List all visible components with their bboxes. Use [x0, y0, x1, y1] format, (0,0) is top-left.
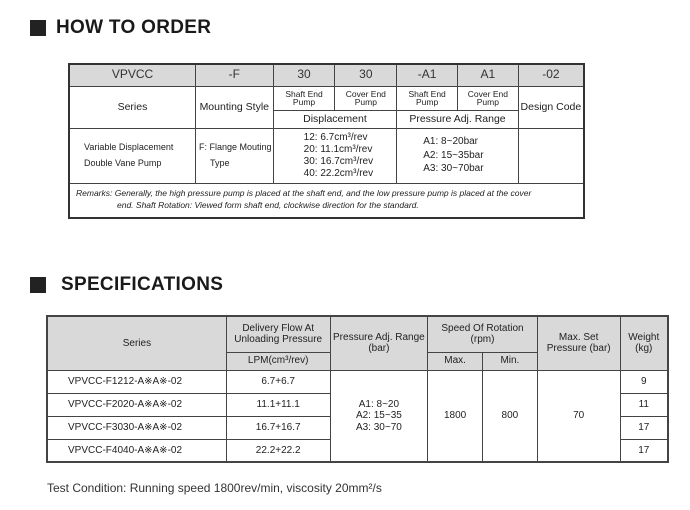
code-series: VPVCC	[69, 64, 195, 86]
pressure-option: A3: 30~70bar	[423, 163, 484, 175]
weight-cell: 11	[620, 393, 668, 416]
code-shaft-displacement: 30	[273, 64, 335, 86]
how-to-order-title: HOW TO ORDER	[56, 17, 212, 38]
label-pressure-adj-range: Pressure Adj. Range	[397, 110, 519, 128]
series-cell: VPVCC-F3030-A※A※-02	[47, 416, 226, 439]
pressure-range: A2: 15~35	[355, 410, 402, 421]
flow-cell: 11.1+11.1	[226, 393, 330, 416]
code-cover-pressure: A1	[458, 64, 519, 86]
order-code-row	[69, 64, 584, 86]
label-series: Series	[69, 86, 195, 128]
code-mounting: -F	[195, 64, 273, 86]
series-cell: VPVCC-F1212-A※A※-02	[47, 370, 226, 393]
order-options-row	[69, 128, 584, 183]
header-lpm: LPM(cm³/rev)	[226, 352, 330, 370]
spec-header-row	[47, 316, 668, 352]
label-displacement: Displacement	[273, 110, 397, 128]
pressure-range: A3: 30~70	[355, 421, 402, 433]
flow-cell: 16.7+16.7	[226, 416, 330, 439]
displacement-option: 30: 16.7cm³/rev	[303, 155, 374, 167]
order-remarks-row	[69, 183, 584, 218]
order-label-row	[69, 86, 584, 110]
how-to-order-heading	[30, 17, 211, 39]
remarks-line: end. Shaft Rotation: Viewed form shaft end, clockwise direction for the standard.	[117, 199, 419, 210]
label-design-code: Design Code	[518, 86, 584, 128]
flow-cell: 22.2+22.2	[226, 439, 330, 462]
label-shaft-end-pump-2: Shaft End Pump	[397, 86, 458, 110]
speed-max-cell: 1800	[428, 370, 483, 462]
code-cover-displacement: 30	[335, 64, 397, 86]
weight-cell: 17	[620, 416, 668, 439]
displacement-option: 12: 6.7cm³/rev	[303, 131, 368, 143]
code-shaft-pressure: -A1	[397, 64, 458, 86]
label-mounting-style: Mounting Style	[195, 86, 273, 128]
header-delivery-flow: Delivery Flow At Unloading Pressure	[226, 316, 330, 352]
weight-cell: 17	[620, 439, 668, 462]
header-speed: Speed Of Rotation (rpm)	[428, 316, 538, 352]
mounting-desc-line: Type	[209, 157, 230, 168]
header-speed-max: Max.	[428, 352, 483, 370]
weight-cell: 9	[620, 370, 668, 393]
series-desc-line: Double Vane Pump	[84, 157, 162, 168]
label-cover-end-pump-2: Cover End Pump	[458, 86, 519, 110]
flow-cell: 6.7+6.7	[226, 370, 330, 393]
header-max-set-pressure: Max. Set Pressure (bar)	[537, 316, 620, 370]
specifications-title: SPECIFICATIONS	[61, 274, 224, 295]
header-speed-min: Min.	[483, 352, 538, 370]
specifications-heading	[30, 274, 223, 296]
remarks-line: Remarks: Generally, the high pressure pump is placed at the shaft end, and the low pressure pump is placed at the cover	[76, 187, 532, 198]
pressure-options	[397, 128, 519, 183]
header-weight: Weight (kg)	[620, 316, 668, 370]
displacement-options	[273, 128, 397, 183]
series-description	[69, 128, 195, 183]
design-code-blank	[518, 128, 584, 183]
pressure-range-cell	[330, 370, 428, 462]
bullet-square-icon	[30, 277, 46, 293]
test-condition: Test Condition: Running speed 1800rev/min, viscosity 20mm²/s	[47, 481, 382, 495]
label-cover-end-pump: Cover End Pump	[335, 86, 397, 110]
pressure-option: A1: 8~20bar	[423, 136, 479, 148]
header-pressure-adj: Pressure Adj. Range (bar)	[330, 316, 428, 370]
series-desc-line: Variable Displacement	[84, 141, 174, 152]
series-cell: VPVCC-F4040-A※A※-02	[47, 439, 226, 462]
displacement-option: 40: 22.2cm³/rev	[303, 167, 374, 179]
remarks	[69, 183, 584, 218]
displacement-option: 20: 11.1cm³/rev	[303, 143, 373, 155]
pressure-option: A2: 15~35bar	[423, 149, 484, 161]
specifications-table	[46, 315, 669, 463]
speed-min-cell: 800	[483, 370, 538, 462]
bullet-square-icon	[30, 20, 46, 36]
mounting-desc-line: F: Flange Mouting	[198, 141, 272, 152]
order-code-table	[68, 63, 585, 219]
header-series: Series	[47, 316, 226, 370]
label-shaft-end-pump: Shaft End Pump	[273, 86, 335, 110]
pressure-range: A1: 8~20	[358, 398, 400, 410]
series-cell: VPVCC-F2020-A※A※-02	[47, 393, 226, 416]
mounting-description	[195, 128, 273, 183]
code-design: -02	[518, 64, 584, 86]
table-row	[47, 370, 668, 393]
max-set-pressure-cell: 70	[537, 370, 620, 462]
